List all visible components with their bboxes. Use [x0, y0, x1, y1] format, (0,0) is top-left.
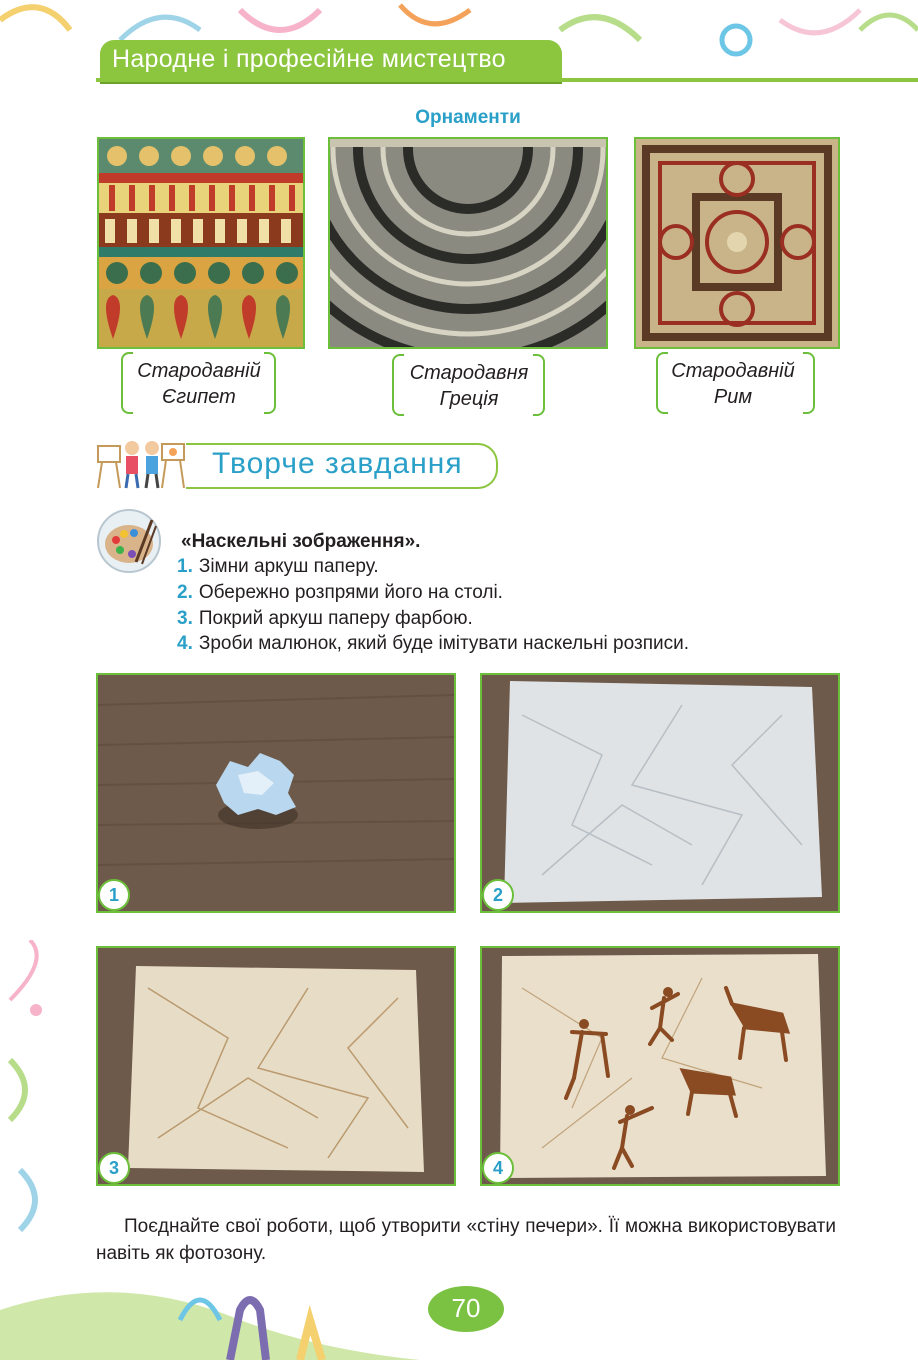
task-step-text: Покрий аркуш паперу фарбою.	[198, 608, 473, 629]
step2-flattened-paper-photo	[480, 673, 840, 913]
task-banner-title: Творче завдання	[212, 447, 463, 480]
task-step-number: 3.	[177, 608, 193, 629]
caption-rome-line2: Рим	[713, 386, 753, 408]
task-step	[177, 608, 473, 630]
rome-ornament-photo	[634, 137, 840, 349]
task-step	[177, 556, 379, 578]
caption-greece-line1: Стародавня	[409, 362, 529, 384]
task-heading: «Наскельні зображення».	[181, 531, 421, 552]
decorative-swirls-left	[0, 940, 70, 1240]
page-number: 70	[451, 1293, 481, 1323]
caption-rome	[662, 358, 804, 410]
task-step-text: Зімни аркуш паперу.	[198, 556, 379, 577]
step-badge: 3	[98, 1152, 130, 1184]
task-step-number: 2.	[177, 582, 193, 603]
task-step	[177, 582, 503, 604]
task-step-text: Обережно розпрями його на столі.	[198, 582, 503, 603]
step1-crumpled-paper-photo	[96, 673, 456, 913]
step-badge: 2	[482, 879, 514, 911]
caption-bracket-right	[533, 354, 545, 416]
egypt-ornament-photo	[97, 137, 305, 349]
step3-painted-paper-photo	[96, 946, 456, 1186]
header-divider	[96, 78, 918, 82]
caption-egypt-line1: Стародавній	[137, 360, 261, 382]
task-step	[177, 633, 689, 655]
caption-rome-line1: Стародавній	[671, 360, 795, 382]
caption-greece-line2: Греція	[439, 388, 499, 410]
step-badge: 1	[98, 879, 130, 911]
task-step-number: 1.	[177, 556, 193, 577]
caption-greece	[398, 360, 540, 412]
task-step-number: 4.	[177, 633, 193, 654]
greece-ornament-photo	[328, 137, 608, 349]
task-step-text: Зроби малюнок, який буде імітувати наскельні розписи.	[198, 633, 689, 654]
step-badge: 4	[482, 1152, 514, 1184]
caption-egypt	[128, 358, 270, 410]
footer-paragraph: Поєднайте свої роботи, щоб утворити «стіну печери». Її можна використовувати навіть як фотозону.	[96, 1216, 836, 1264]
caption-bracket-right	[803, 352, 815, 414]
ornaments-title: Орнаменти	[415, 107, 521, 128]
caption-egypt-line2: Єгипет	[162, 386, 236, 408]
chapter-title: Народне і професійне мистецтво	[112, 45, 506, 73]
step4-cave-painting-photo	[480, 946, 840, 1186]
caption-bracket-right	[264, 352, 276, 414]
kids-painting-icon	[96, 436, 188, 490]
palette-icon	[96, 508, 162, 574]
